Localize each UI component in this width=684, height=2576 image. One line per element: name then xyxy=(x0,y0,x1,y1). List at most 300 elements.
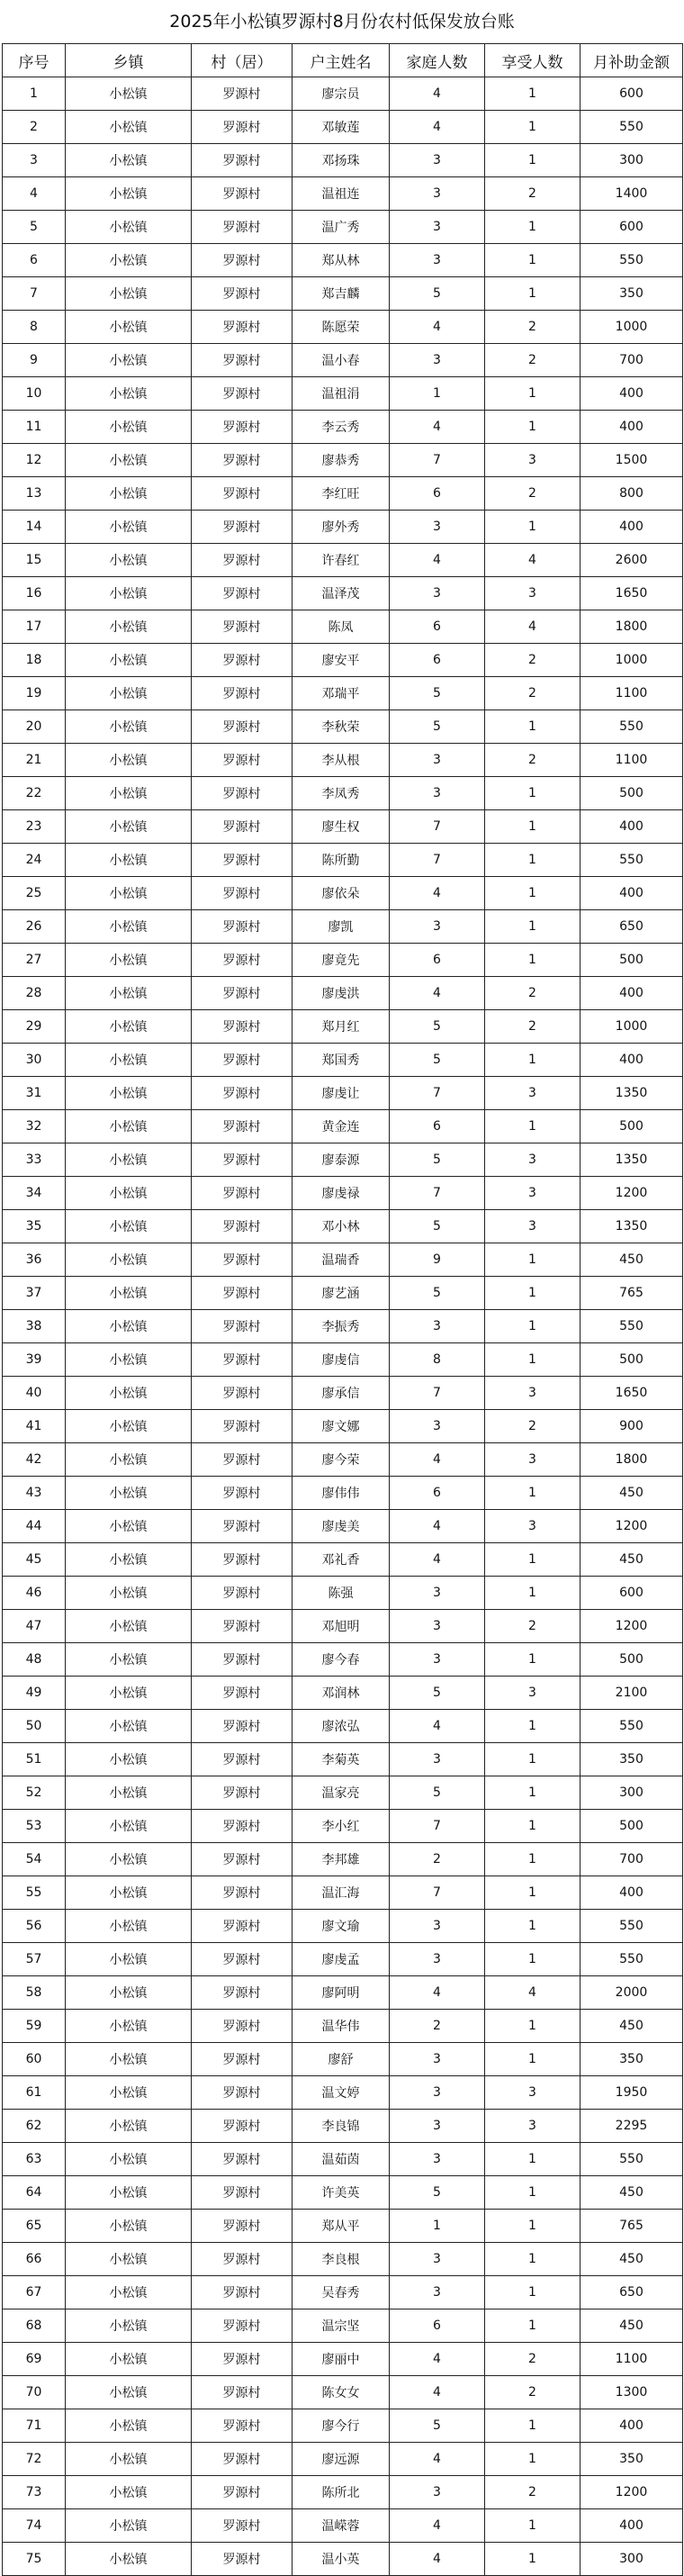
page-title: 2025年小松镇罗源村8月份农村低保发放台账 xyxy=(169,12,515,32)
cell-index: 53 xyxy=(3,1810,66,1843)
cell-family-size: 6 xyxy=(390,477,485,511)
cell-householder: 廖宗员 xyxy=(292,77,390,111)
cell-householder: 李良根 xyxy=(292,2243,390,2276)
cell-family-size: 1 xyxy=(390,377,485,411)
cell-beneficiaries: 3 xyxy=(485,444,580,477)
cell-householder: 温瑞香 xyxy=(292,1243,390,1277)
cell-village: 罗源村 xyxy=(192,244,292,277)
cell-beneficiaries: 1 xyxy=(485,144,580,177)
cell-index: 29 xyxy=(3,1010,66,1044)
table-row xyxy=(3,111,683,144)
cell-beneficiaries: 2 xyxy=(485,644,580,677)
cell-monthly-subsidy: 700 xyxy=(580,344,683,377)
cell-township: 小松镇 xyxy=(66,2343,192,2376)
cell-family-size: 3 xyxy=(390,2143,485,2176)
cell-family-size: 5 xyxy=(390,1677,485,1710)
cell-township: 小松镇 xyxy=(66,777,192,810)
cell-monthly-subsidy: 1200 xyxy=(580,1610,683,1643)
cell-householder: 廖外秀 xyxy=(292,511,390,544)
cell-householder: 李良锦 xyxy=(292,2110,390,2143)
cell-township: 小松镇 xyxy=(66,2309,192,2343)
cell-monthly-subsidy: 600 xyxy=(580,77,683,111)
cell-village: 罗源村 xyxy=(192,1943,292,1976)
cell-beneficiaries: 1 xyxy=(485,277,580,311)
cell-beneficiaries: 3 xyxy=(485,1510,580,1543)
cell-village: 罗源村 xyxy=(192,2309,292,2343)
cell-family-size: 3 xyxy=(390,144,485,177)
cell-householder: 廖生权 xyxy=(292,810,390,844)
table-header xyxy=(3,44,683,77)
cell-monthly-subsidy: 1400 xyxy=(580,177,683,211)
cell-township: 小松镇 xyxy=(66,1277,192,1310)
cell-family-size: 5 xyxy=(390,2176,485,2210)
cell-family-size: 5 xyxy=(390,1210,485,1243)
cell-family-size: 3 xyxy=(390,511,485,544)
column-header-monthly-subsidy: 月补助金额 xyxy=(580,44,683,77)
cell-monthly-subsidy: 1200 xyxy=(580,2476,683,2509)
cell-householder: 廖远源 xyxy=(292,2443,390,2476)
cell-village: 罗源村 xyxy=(192,1910,292,1943)
table-row xyxy=(3,2076,683,2110)
cell-beneficiaries: 3 xyxy=(485,2076,580,2110)
cell-township: 小松镇 xyxy=(66,144,192,177)
cell-householder: 廖虔让 xyxy=(292,1077,390,1110)
cell-beneficiaries: 1 xyxy=(485,1910,580,1943)
cell-beneficiaries: 1 xyxy=(485,1810,580,1843)
cell-index: 23 xyxy=(3,810,66,844)
cell-beneficiaries: 1 xyxy=(485,211,580,244)
cell-family-size: 7 xyxy=(390,1077,485,1110)
cell-monthly-subsidy: 1800 xyxy=(580,1443,683,1477)
column-header-index: 序号 xyxy=(3,44,66,77)
cell-householder: 邓小林 xyxy=(292,1210,390,1243)
cell-family-size: 4 xyxy=(390,2376,485,2409)
cell-householder: 李凤秀 xyxy=(292,777,390,810)
table-row xyxy=(3,977,683,1010)
cell-village: 罗源村 xyxy=(192,444,292,477)
table-body xyxy=(3,77,683,2576)
cell-township: 小松镇 xyxy=(66,1710,192,1743)
cell-monthly-subsidy: 400 xyxy=(580,810,683,844)
cell-family-size: 3 xyxy=(390,577,485,610)
cell-index: 61 xyxy=(3,2076,66,2110)
cell-family-size: 7 xyxy=(390,1876,485,1910)
cell-index: 68 xyxy=(3,2309,66,2343)
cell-family-size: 6 xyxy=(390,1110,485,1143)
cell-township: 小松镇 xyxy=(66,2176,192,2210)
cell-householder: 廖文娜 xyxy=(292,1410,390,1443)
cell-index: 1 xyxy=(3,77,66,111)
cell-householder: 许春红 xyxy=(292,544,390,577)
cell-index: 12 xyxy=(3,444,66,477)
cell-village: 罗源村 xyxy=(192,77,292,111)
cell-beneficiaries: 1 xyxy=(485,1110,580,1143)
cell-family-size: 4 xyxy=(390,2509,485,2543)
cell-township: 小松镇 xyxy=(66,177,192,211)
cell-householder: 黄金连 xyxy=(292,1110,390,1143)
cell-village: 罗源村 xyxy=(192,2010,292,2043)
cell-village: 罗源村 xyxy=(192,1210,292,1243)
cell-householder: 李菊英 xyxy=(292,1743,390,1776)
table-row xyxy=(3,1077,683,1110)
cell-township: 小松镇 xyxy=(66,1743,192,1776)
cell-monthly-subsidy: 1650 xyxy=(580,577,683,610)
cell-village: 罗源村 xyxy=(192,777,292,810)
cell-beneficiaries: 1 xyxy=(485,1843,580,1876)
cell-family-size: 4 xyxy=(390,2543,485,2576)
cell-index: 49 xyxy=(3,1677,66,1710)
cell-village: 罗源村 xyxy=(192,2409,292,2443)
cell-family-size: 3 xyxy=(390,344,485,377)
cell-index: 43 xyxy=(3,1477,66,1510)
cell-householder: 李从根 xyxy=(292,744,390,777)
cell-village: 罗源村 xyxy=(192,1776,292,1810)
cell-beneficiaries: 4 xyxy=(485,1976,580,2010)
cell-family-size: 1 xyxy=(390,2210,485,2243)
cell-beneficiaries: 1 xyxy=(485,1577,580,1610)
table-row xyxy=(3,2443,683,2476)
cell-township: 小松镇 xyxy=(66,444,192,477)
cell-township: 小松镇 xyxy=(66,1143,192,1177)
cell-monthly-subsidy: 1100 xyxy=(580,677,683,710)
cell-family-size: 7 xyxy=(390,1810,485,1843)
table-row xyxy=(3,277,683,311)
cell-township: 小松镇 xyxy=(66,1876,192,1910)
cell-township: 小松镇 xyxy=(66,1443,192,1477)
cell-householder: 李振秀 xyxy=(292,1310,390,1343)
cell-monthly-subsidy: 2000 xyxy=(580,1976,683,2010)
cell-monthly-subsidy: 300 xyxy=(580,1776,683,1810)
cell-householder: 廖虔信 xyxy=(292,1343,390,1377)
cell-index: 19 xyxy=(3,677,66,710)
cell-householder: 廖艺涵 xyxy=(292,1277,390,1310)
cell-village: 罗源村 xyxy=(192,2143,292,2176)
cell-village: 罗源村 xyxy=(192,644,292,677)
table-row xyxy=(3,1643,683,1677)
table-row xyxy=(3,1577,683,1610)
cell-village: 罗源村 xyxy=(192,2543,292,2576)
table-row xyxy=(3,2143,683,2176)
cell-householder: 李云秀 xyxy=(292,411,390,444)
cell-monthly-subsidy: 1350 xyxy=(580,1077,683,1110)
cell-monthly-subsidy: 550 xyxy=(580,1710,683,1743)
cell-index: 62 xyxy=(3,2110,66,2143)
cell-index: 30 xyxy=(3,1044,66,1077)
cell-village: 罗源村 xyxy=(192,1310,292,1343)
cell-village: 罗源村 xyxy=(192,1976,292,2010)
cell-village: 罗源村 xyxy=(192,1843,292,1876)
cell-township: 小松镇 xyxy=(66,1110,192,1143)
cell-beneficiaries: 2 xyxy=(485,344,580,377)
cell-township: 小松镇 xyxy=(66,2076,192,2110)
cell-monthly-subsidy: 550 xyxy=(580,710,683,744)
cell-township: 小松镇 xyxy=(66,677,192,710)
cell-index: 10 xyxy=(3,377,66,411)
cell-township: 小松镇 xyxy=(66,2110,192,2143)
cell-township: 小松镇 xyxy=(66,111,192,144)
cell-index: 22 xyxy=(3,777,66,810)
table-row xyxy=(3,1610,683,1643)
cell-beneficiaries: 1 xyxy=(485,1277,580,1310)
cell-family-size: 3 xyxy=(390,744,485,777)
table-row xyxy=(3,1110,683,1143)
cell-township: 小松镇 xyxy=(66,1410,192,1443)
cell-family-size: 6 xyxy=(390,2309,485,2343)
cell-householder: 廖今荣 xyxy=(292,1443,390,1477)
cell-township: 小松镇 xyxy=(66,2210,192,2243)
cell-index: 56 xyxy=(3,1910,66,1943)
cell-township: 小松镇 xyxy=(66,1343,192,1377)
table-row xyxy=(3,2110,683,2143)
cell-township: 小松镇 xyxy=(66,2143,192,2176)
cell-family-size: 5 xyxy=(390,1044,485,1077)
cell-index: 17 xyxy=(3,610,66,644)
cell-beneficiaries: 1 xyxy=(485,1543,580,1577)
cell-family-size: 3 xyxy=(390,1643,485,1677)
cell-beneficiaries: 3 xyxy=(485,1677,580,1710)
cell-family-size: 4 xyxy=(390,1543,485,1577)
cell-householder: 邓润林 xyxy=(292,1677,390,1710)
cell-beneficiaries: 1 xyxy=(485,1710,580,1743)
cell-index: 64 xyxy=(3,2176,66,2210)
cell-beneficiaries: 2 xyxy=(485,1610,580,1643)
table-row xyxy=(3,744,683,777)
cell-family-size: 5 xyxy=(390,1143,485,1177)
cell-index: 38 xyxy=(3,1310,66,1343)
cell-village: 罗源村 xyxy=(192,1110,292,1143)
cell-householder: 廖恭秀 xyxy=(292,444,390,477)
cell-village: 罗源村 xyxy=(192,2476,292,2509)
table-row xyxy=(3,810,683,844)
cell-index: 48 xyxy=(3,1643,66,1677)
cell-family-size: 4 xyxy=(390,1443,485,1477)
table-row xyxy=(3,877,683,910)
cell-township: 小松镇 xyxy=(66,2476,192,2509)
cell-township: 小松镇 xyxy=(66,211,192,244)
cell-monthly-subsidy: 400 xyxy=(580,377,683,411)
cell-family-size: 3 xyxy=(390,2243,485,2276)
cell-index: 35 xyxy=(3,1210,66,1243)
cell-family-size: 5 xyxy=(390,2409,485,2443)
cell-householder: 温祖涓 xyxy=(292,377,390,411)
cell-village: 罗源村 xyxy=(192,1677,292,1710)
cell-township: 小松镇 xyxy=(66,344,192,377)
cell-householder: 李秋荣 xyxy=(292,710,390,744)
table-row xyxy=(3,311,683,344)
cell-householder: 廖文瑜 xyxy=(292,1910,390,1943)
cell-monthly-subsidy: 550 xyxy=(580,844,683,877)
cell-township: 小松镇 xyxy=(66,1510,192,1543)
cell-village: 罗源村 xyxy=(192,610,292,644)
cell-township: 小松镇 xyxy=(66,2509,192,2543)
cell-family-size: 2 xyxy=(390,2010,485,2043)
cell-monthly-subsidy: 400 xyxy=(580,2509,683,2543)
ledger-table xyxy=(2,43,683,2576)
cell-index: 69 xyxy=(3,2343,66,2376)
cell-householder: 温小英 xyxy=(292,2543,390,2576)
table-row xyxy=(3,2376,683,2409)
cell-index: 46 xyxy=(3,1577,66,1610)
cell-monthly-subsidy: 650 xyxy=(580,910,683,944)
cell-township: 小松镇 xyxy=(66,2276,192,2309)
cell-township: 小松镇 xyxy=(66,644,192,677)
cell-family-size: 4 xyxy=(390,2343,485,2376)
cell-beneficiaries: 1 xyxy=(485,111,580,144)
table-row xyxy=(3,1810,683,1843)
cell-index: 60 xyxy=(3,2043,66,2076)
cell-monthly-subsidy: 500 xyxy=(580,1643,683,1677)
cell-index: 58 xyxy=(3,1976,66,2010)
cell-householder: 李邦雄 xyxy=(292,1843,390,1876)
cell-index: 14 xyxy=(3,511,66,544)
cell-monthly-subsidy: 300 xyxy=(580,2543,683,2576)
cell-monthly-subsidy: 400 xyxy=(580,411,683,444)
cell-township: 小松镇 xyxy=(66,2443,192,2476)
cell-monthly-subsidy: 500 xyxy=(580,1110,683,1143)
cell-family-size: 8 xyxy=(390,1343,485,1377)
table-row xyxy=(3,1743,683,1776)
cell-monthly-subsidy: 400 xyxy=(580,2409,683,2443)
cell-beneficiaries: 1 xyxy=(485,511,580,544)
cell-index: 15 xyxy=(3,544,66,577)
cell-beneficiaries: 1 xyxy=(485,1876,580,1910)
cell-township: 小松镇 xyxy=(66,1377,192,1410)
table-row xyxy=(3,1710,683,1743)
cell-householder: 郑从平 xyxy=(292,2210,390,2243)
cell-householder: 廖虔禄 xyxy=(292,1177,390,1210)
cell-township: 小松镇 xyxy=(66,1477,192,1510)
cell-family-size: 3 xyxy=(390,2043,485,2076)
cell-family-size: 7 xyxy=(390,444,485,477)
cell-beneficiaries: 1 xyxy=(485,2210,580,2243)
cell-village: 罗源村 xyxy=(192,677,292,710)
cell-householder: 温小春 xyxy=(292,344,390,377)
cell-township: 小松镇 xyxy=(66,377,192,411)
table-row xyxy=(3,2543,683,2576)
column-header-beneficiaries: 享受人数 xyxy=(485,44,580,77)
table-row xyxy=(3,2176,683,2210)
cell-index: 42 xyxy=(3,1443,66,1477)
cell-beneficiaries: 1 xyxy=(485,2443,580,2476)
cell-index: 39 xyxy=(3,1343,66,1377)
cell-beneficiaries: 1 xyxy=(485,377,580,411)
cell-beneficiaries: 2 xyxy=(485,744,580,777)
cell-family-size: 3 xyxy=(390,777,485,810)
cell-beneficiaries: 2 xyxy=(485,677,580,710)
cell-beneficiaries: 1 xyxy=(485,777,580,810)
cell-beneficiaries: 2 xyxy=(485,177,580,211)
table-row xyxy=(3,1010,683,1044)
cell-householder: 邓礼香 xyxy=(292,1543,390,1577)
cell-monthly-subsidy: 1000 xyxy=(580,644,683,677)
table-row xyxy=(3,1044,683,1077)
column-header-village: 村（居） xyxy=(192,44,292,77)
cell-beneficiaries: 1 xyxy=(485,1943,580,1976)
table-row xyxy=(3,710,683,744)
cell-village: 罗源村 xyxy=(192,1177,292,1210)
cell-householder: 温华伟 xyxy=(292,2010,390,2043)
cell-township: 小松镇 xyxy=(66,610,192,644)
cell-index: 73 xyxy=(3,2476,66,2509)
cell-township: 小松镇 xyxy=(66,1810,192,1843)
cell-family-size: 4 xyxy=(390,1710,485,1743)
table-row xyxy=(3,1210,683,1243)
cell-beneficiaries: 1 xyxy=(485,2043,580,2076)
table-row xyxy=(3,577,683,610)
cell-monthly-subsidy: 350 xyxy=(580,2443,683,2476)
cell-beneficiaries: 2 xyxy=(485,311,580,344)
cell-beneficiaries: 1 xyxy=(485,1643,580,1677)
cell-beneficiaries: 2 xyxy=(485,977,580,1010)
cell-family-size: 7 xyxy=(390,810,485,844)
cell-village: 罗源村 xyxy=(192,177,292,211)
cell-monthly-subsidy: 550 xyxy=(580,244,683,277)
cell-monthly-subsidy: 450 xyxy=(580,2176,683,2210)
cell-village: 罗源村 xyxy=(192,2243,292,2276)
table-row xyxy=(3,1343,683,1377)
cell-monthly-subsidy: 700 xyxy=(580,1843,683,1876)
cell-township: 小松镇 xyxy=(66,311,192,344)
cell-beneficiaries: 1 xyxy=(485,1343,580,1377)
cell-township: 小松镇 xyxy=(66,1943,192,1976)
column-header-township: 乡镇 xyxy=(66,44,192,77)
cell-village: 罗源村 xyxy=(192,1077,292,1110)
table-row xyxy=(3,2309,683,2343)
cell-index: 57 xyxy=(3,1943,66,1976)
cell-township: 小松镇 xyxy=(66,877,192,910)
cell-village: 罗源村 xyxy=(192,810,292,844)
table-row xyxy=(3,1677,683,1710)
cell-beneficiaries: 1 xyxy=(485,77,580,111)
cell-township: 小松镇 xyxy=(66,277,192,311)
cell-village: 罗源村 xyxy=(192,477,292,511)
table-row xyxy=(3,2010,683,2043)
cell-householder: 郑月红 xyxy=(292,1010,390,1044)
table-row xyxy=(3,1243,683,1277)
cell-householder: 廖承信 xyxy=(292,1377,390,1410)
table-row xyxy=(3,1943,683,1976)
table-row xyxy=(3,1143,683,1177)
cell-township: 小松镇 xyxy=(66,1543,192,1577)
cell-index: 34 xyxy=(3,1177,66,1210)
cell-township: 小松镇 xyxy=(66,544,192,577)
cell-beneficiaries: 2 xyxy=(485,477,580,511)
cell-beneficiaries: 1 xyxy=(485,1044,580,1077)
cell-beneficiaries: 3 xyxy=(485,1377,580,1410)
cell-beneficiaries: 1 xyxy=(485,1477,580,1510)
table-row xyxy=(3,211,683,244)
cell-family-size: 5 xyxy=(390,277,485,311)
cell-householder: 李小红 xyxy=(292,1810,390,1843)
cell-index: 31 xyxy=(3,1077,66,1110)
cell-monthly-subsidy: 500 xyxy=(580,777,683,810)
cell-index: 13 xyxy=(3,477,66,511)
cell-index: 67 xyxy=(3,2276,66,2309)
cell-family-size: 4 xyxy=(390,111,485,144)
cell-index: 16 xyxy=(3,577,66,610)
cell-village: 罗源村 xyxy=(192,2210,292,2243)
cell-village: 罗源村 xyxy=(192,2110,292,2143)
cell-monthly-subsidy: 1000 xyxy=(580,1010,683,1044)
cell-township: 小松镇 xyxy=(66,1643,192,1677)
cell-index: 4 xyxy=(3,177,66,211)
cell-village: 罗源村 xyxy=(192,377,292,411)
cell-family-size: 3 xyxy=(390,2476,485,2509)
cell-village: 罗源村 xyxy=(192,1510,292,1543)
cell-beneficiaries: 1 xyxy=(485,2409,580,2443)
cell-family-size: 6 xyxy=(390,644,485,677)
cell-township: 小松镇 xyxy=(66,477,192,511)
